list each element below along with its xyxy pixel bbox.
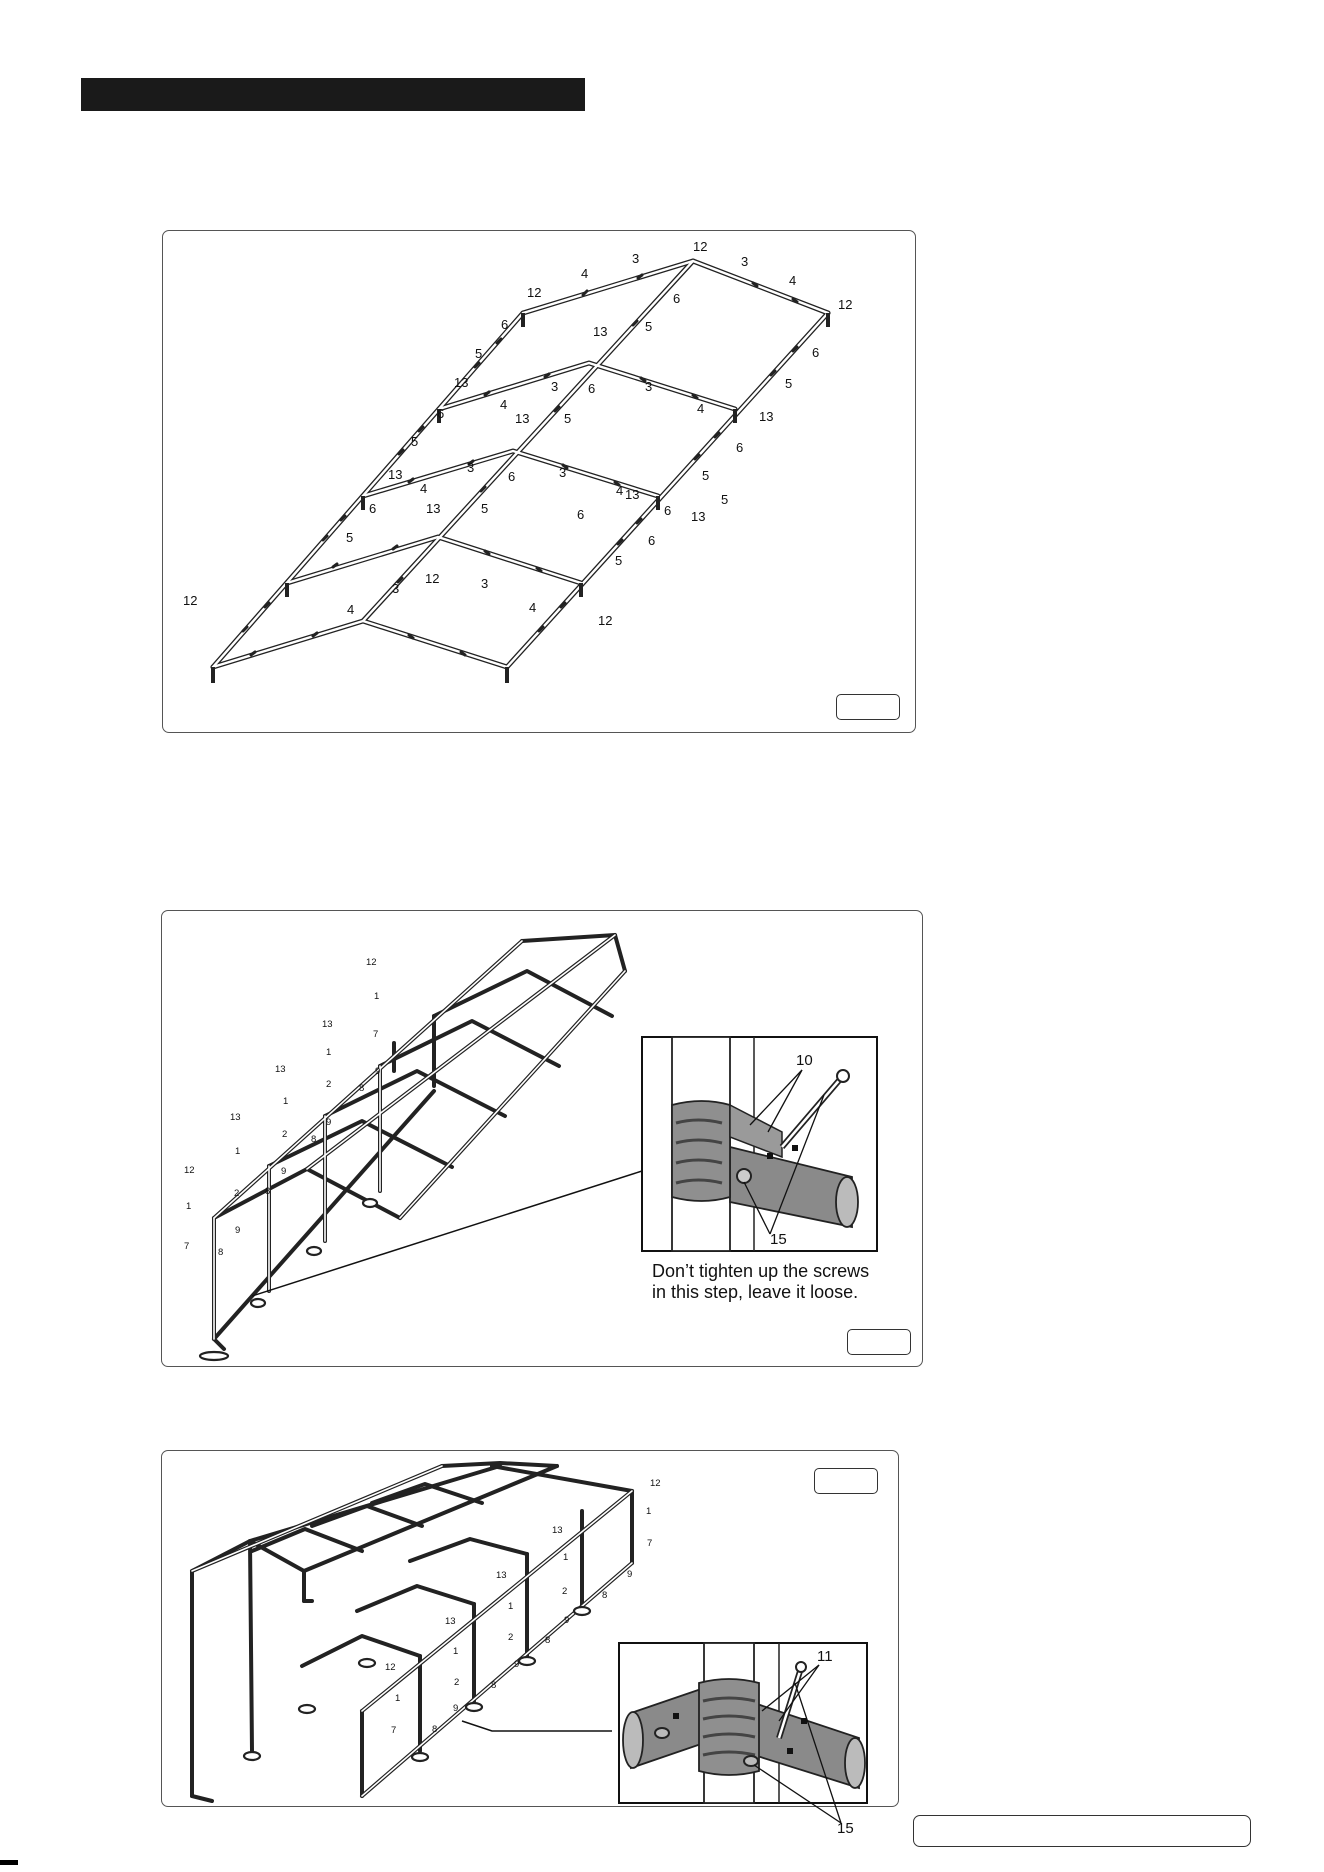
part-number-label-17: 2: [234, 1188, 240, 1199]
part-number-label-19: 1: [186, 1201, 192, 1212]
figure-number-box: [836, 694, 900, 720]
part-number-label-0: 12: [650, 1478, 661, 1489]
inset-part-label-1: 15: [837, 1820, 854, 1837]
part-number-label-1: 1: [374, 991, 380, 1002]
figure-number-box: [847, 1329, 911, 1355]
part-number-label-18: 8: [491, 1680, 497, 1691]
part-number-label-9: 13: [593, 324, 608, 339]
part-number-label-35: 13: [691, 509, 706, 524]
corner-mark: [0, 1860, 18, 1865]
part-number-label-32: 4: [616, 483, 624, 498]
full-frame-illustration: [162, 1451, 898, 1837]
part-number-label-33: 13: [426, 501, 441, 516]
part-number-label-3: 4: [581, 266, 589, 281]
part-number-label-31: 4: [420, 481, 428, 496]
part-number-label-4: 4: [789, 273, 797, 288]
part-number-label-50: 5: [721, 492, 729, 507]
part-number-label-1: 3: [632, 251, 640, 266]
part-number-label-15: 6: [588, 381, 596, 396]
part-number-label-10: 13: [445, 1616, 456, 1627]
part-number-label-2: 3: [741, 254, 749, 269]
part-number-label-7: 12: [838, 297, 853, 312]
part-number-label-49: 13: [625, 487, 640, 502]
part-number-label-12: 2: [282, 1129, 288, 1140]
part-number-label-22: 8: [218, 1247, 224, 1258]
part-number-label-9: 1: [508, 1601, 514, 1612]
part-number-label-41: 3: [392, 581, 400, 596]
part-number-label-22: 5: [564, 411, 572, 426]
part-number-label-44: 6: [577, 507, 585, 522]
clamp-detail-inset: [619, 1643, 867, 1837]
part-number-label-43: 3: [481, 576, 489, 591]
part-number-label-11: 9: [564, 1615, 570, 1626]
part-number-label-4: 1: [563, 1552, 569, 1563]
part-number-label-8: 8: [359, 1083, 365, 1094]
part-number-label-45: 12: [183, 593, 198, 608]
part-number-label-6: 9: [375, 1066, 381, 1077]
part-number-label-19: 1: [395, 1693, 401, 1704]
part-number-label-9: 1: [283, 1096, 289, 1107]
part-number-label-48: 12: [598, 613, 613, 628]
part-number-label-8: 6: [501, 317, 509, 332]
section-header-bar: [81, 78, 585, 111]
inset-part-label-0: 11: [817, 1648, 833, 1665]
part-number-label-21: 7: [391, 1725, 397, 1736]
part-number-label-20: 9: [453, 1703, 459, 1714]
part-number-label-26: 3: [467, 460, 475, 475]
part-number-label-5: 6: [673, 291, 681, 306]
part-number-label-46: 4: [347, 602, 355, 617]
part-number-label-39: 5: [615, 553, 623, 568]
assembly-note-line-1: Don’t tighten up the screws: [652, 1261, 870, 1281]
part-number-labels: [183, 239, 852, 628]
part-number-label-14: 1: [235, 1146, 241, 1157]
part-number-label-36: 6: [369, 501, 377, 516]
part-number-label-40: 6: [664, 503, 672, 518]
part-number-label-12: 6: [812, 345, 820, 360]
inset-part-label-0: 10: [796, 1052, 813, 1069]
part-number-label-27: 3: [559, 465, 567, 480]
part-number-label-1: 1: [646, 1506, 652, 1517]
part-number-label-7: 2: [562, 1586, 568, 1597]
figure-number-box: [814, 1468, 878, 1494]
part-number-label-4: 1: [326, 1047, 332, 1058]
part-number-label-17: 2: [454, 1677, 460, 1688]
part-number-label-16: 3: [645, 379, 653, 394]
footer-box: [913, 1815, 1251, 1847]
part-number-label-14: 3: [551, 379, 559, 394]
part-number-label-37: 6: [648, 533, 656, 548]
part-number-label-47: 4: [529, 600, 537, 615]
part-number-label-25: 6: [736, 440, 744, 455]
part-number-label-0: 12: [693, 239, 708, 254]
part-number-label-17: 5: [785, 376, 793, 391]
part-number-label-13: 8: [311, 1134, 317, 1145]
part-number-label-23: 13: [759, 409, 774, 424]
inset-part-label-1: 15: [770, 1231, 787, 1248]
part-number-label-24: 5: [411, 434, 419, 449]
part-number-label-6: 13: [496, 1570, 507, 1581]
part-number-label-12: 2: [508, 1632, 514, 1643]
part-number-label-2: 13: [552, 1525, 563, 1536]
part-number-label-7: 2: [326, 1079, 332, 1090]
part-number-label-13: 13: [454, 375, 469, 390]
side-walls-diagram-panel: [161, 910, 923, 1367]
part-number-label-19: 4: [697, 401, 705, 416]
part-number-label-22: 8: [432, 1724, 438, 1735]
part-number-label-5: 9: [627, 1569, 633, 1580]
part-number-label-11: 9: [326, 1117, 332, 1128]
part-number-label-8: 8: [602, 1590, 608, 1601]
part-number-label-16: 9: [281, 1166, 287, 1177]
part-number-labels: [184, 957, 380, 1258]
roof-frame-illustration: [163, 231, 915, 732]
assembly-note: [652, 1261, 869, 1303]
part-number-label-29: 5: [702, 468, 710, 483]
part-number-label-20: 6: [437, 406, 445, 421]
clamp-detail-inset: [642, 1037, 877, 1251]
part-number-label-18: 8: [265, 1186, 271, 1197]
part-number-label-42: 12: [425, 571, 440, 586]
part-number-label-16: 9: [514, 1659, 520, 1670]
part-number-label-28: 6: [508, 469, 516, 484]
part-number-label-38: 5: [346, 530, 354, 545]
part-number-label-30: 13: [388, 467, 403, 482]
part-number-label-18: 4: [500, 397, 508, 412]
part-number-label-15: 12: [385, 1662, 396, 1673]
part-number-label-34: 5: [481, 501, 489, 516]
part-number-label-21: 13: [515, 411, 530, 426]
part-number-label-3: 7: [647, 1538, 653, 1549]
part-number-label-21: 7: [184, 1241, 190, 1252]
part-number-label-15: 12: [184, 1165, 195, 1176]
part-number-label-10: 5: [645, 319, 653, 334]
part-number-label-14: 1: [453, 1646, 459, 1657]
part-number-label-3: 7: [373, 1029, 379, 1040]
part-number-label-11: 5: [475, 346, 483, 361]
completed-frame-diagram-panel: [161, 1450, 899, 1837]
part-number-label-10: 13: [230, 1112, 241, 1123]
part-number-label-2: 13: [322, 1019, 333, 1030]
part-number-label-5: 13: [275, 1064, 286, 1075]
part-number-label-13: 8: [545, 1635, 551, 1646]
part-number-label-0: 12: [366, 957, 377, 968]
roof-frame-diagram-panel: [162, 230, 916, 733]
part-number-label-6: 12: [527, 285, 542, 300]
part-number-label-20: 9: [235, 1225, 241, 1236]
assembly-note-line-2: in this step, leave it loose.: [652, 1282, 859, 1302]
